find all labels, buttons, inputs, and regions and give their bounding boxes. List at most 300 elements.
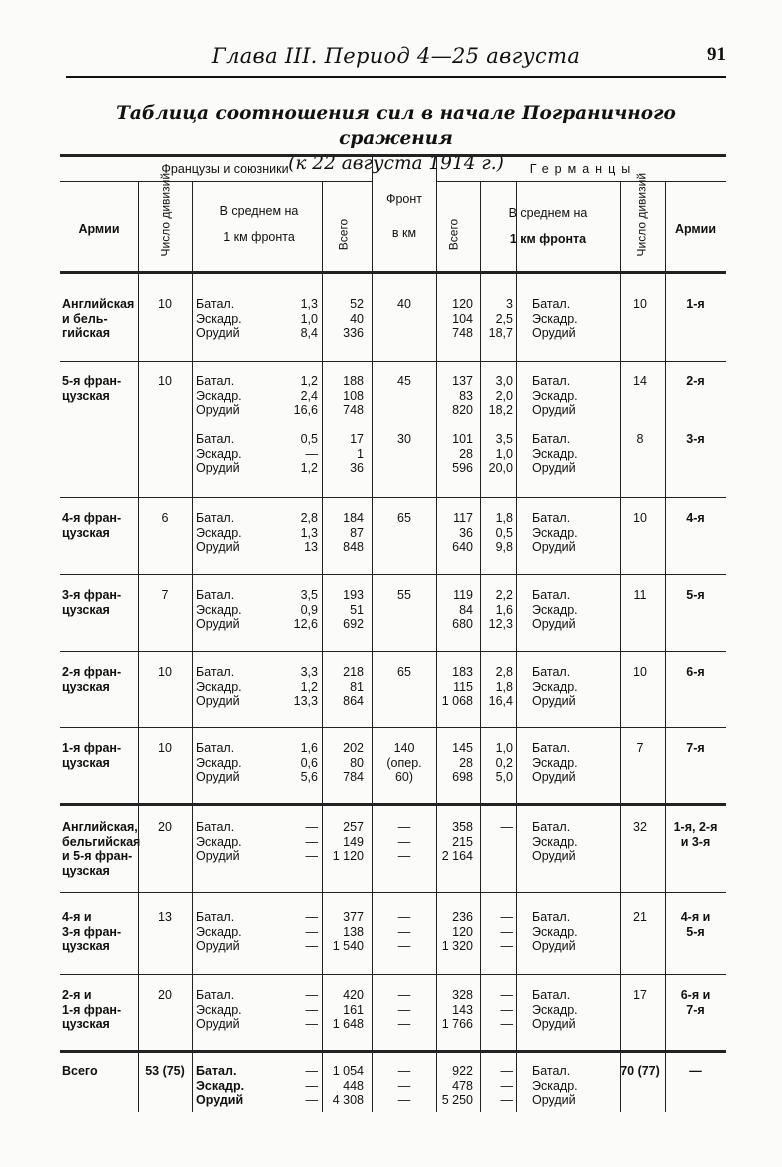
fr-army-name-line: бельгийская — [62, 834, 141, 849]
fr-total-line: 80 — [350, 755, 364, 770]
fr-avg-per-km-line: — — [305, 1002, 318, 1017]
fr-avg-per-km — [276, 988, 318, 1032]
fr-avg-per-km-line: — — [305, 910, 318, 924]
fr-unit-labels-line: Эскадр. — [196, 388, 242, 403]
de-unit-labels-line: Орудий — [532, 694, 576, 708]
fr-divisions: 53 (75) — [145, 1064, 185, 1078]
de-per-km-header-2: 1 км фронта — [509, 232, 587, 246]
forces-table — [60, 154, 726, 1112]
column-rule — [665, 181, 666, 1112]
fr-unit-labels-line: Батал. — [196, 910, 235, 924]
de-total-line: 1 766 — [441, 1017, 473, 1031]
fr-unit-labels — [196, 820, 276, 864]
fr-army-name — [60, 511, 140, 540]
de-total — [433, 511, 473, 555]
fr-unit-labels-line: Эскадр. — [196, 602, 242, 617]
fr-unit-labels-line: Эскадр. — [196, 1078, 245, 1093]
front-km-line: — — [397, 1093, 411, 1107]
de-total-line: 83 — [459, 388, 473, 403]
front-km — [372, 297, 436, 312]
fr-unit-labels-line: Эскадр. — [196, 311, 242, 326]
de-unit-labels-line: Батал. — [532, 820, 571, 834]
de-avg-per-km-line: 1,8 — [495, 679, 513, 694]
de-avg-per-km-line: 5,0 — [495, 770, 513, 784]
de-total-line: 640 — [452, 540, 473, 554]
de-army-name — [665, 588, 726, 603]
running-head — [66, 40, 726, 78]
front-km — [372, 741, 436, 785]
fr-total-line: 748 — [343, 403, 364, 417]
de-total — [433, 910, 473, 954]
de-total-line: 117 — [453, 511, 473, 525]
fr-avg-per-km-line: 3,5 — [300, 588, 318, 602]
de-total-line: 5 250 — [441, 1093, 473, 1107]
fr-army-name-line: и бель- — [62, 311, 108, 326]
de-avg-per-km-line: 2,8 — [495, 665, 513, 679]
fr-unit-labels — [196, 297, 276, 341]
fr-total-line: 81 — [350, 679, 364, 694]
column-rule — [480, 181, 481, 1112]
fr-unit-labels-line: Орудий — [196, 540, 240, 554]
de-total-line: 137 — [452, 374, 473, 388]
fr-army-name-line: цузская — [62, 1017, 110, 1031]
de-unit-labels-line: Батал. — [532, 374, 571, 388]
fr-divisions: 10 — [158, 374, 172, 388]
fr-army-name — [60, 910, 140, 954]
de-army-name-line: и 3-я — [680, 834, 711, 849]
column-rule — [192, 181, 193, 1112]
front-km-line: 55 — [397, 588, 411, 602]
table-title-line2: (к 22 августа 1914 г.) — [288, 153, 504, 174]
de-total — [433, 297, 473, 341]
fr-avg-per-km-line: — — [305, 446, 318, 461]
de-army-name-line: 7-я — [686, 741, 705, 755]
de-avg-per-km-line: — — [500, 924, 513, 939]
de-unit-labels-line: Батал. — [532, 741, 571, 755]
fr-unit-labels-line: Батал. — [196, 374, 235, 388]
de-avg-per-km — [473, 741, 513, 785]
row-rule — [60, 361, 726, 362]
de-divisions: 8 — [636, 432, 644, 446]
de-avg-per-km — [473, 374, 513, 418]
de-avg-per-km-line: 2,0 — [495, 388, 513, 403]
fr-army-name-line: цузская — [62, 602, 110, 617]
header-bottom-rule — [60, 271, 726, 274]
de-divisions: 11 — [633, 588, 647, 602]
front-km-line: 65 — [397, 665, 411, 679]
de-avg-per-km-line: — — [500, 1078, 513, 1093]
de-avg-per-km-line: — — [500, 939, 513, 953]
fr-avg-per-km-line: 16,6 — [293, 403, 318, 417]
de-avg-per-km-line: — — [500, 1017, 513, 1031]
de-total-line: 104 — [452, 311, 473, 326]
de-avg-per-km-line: 1,8 — [495, 511, 513, 525]
fr-avg-per-km — [276, 1064, 318, 1108]
fr-unit-labels-line: Орудий — [196, 461, 240, 475]
front-km-line: — — [397, 1064, 411, 1078]
de-total-line: 115 — [453, 679, 473, 694]
de-avg-per-km-line: 20,0 — [488, 461, 513, 475]
column-rule — [516, 181, 517, 1112]
de-army-name-line: 6-я — [686, 665, 705, 679]
de-avg-per-km-line: 3,0 — [495, 374, 513, 388]
fr-total-line: 848 — [343, 540, 364, 554]
de-unit-labels-line: Эскадр. — [532, 1078, 578, 1093]
de-total-line: 236 — [452, 910, 473, 924]
fr-divisions: 10 — [158, 741, 172, 755]
de-army-name — [665, 511, 726, 526]
de-divisions: 10 — [633, 665, 647, 679]
de-divisions: 7 — [636, 741, 644, 755]
fr-total — [322, 988, 364, 1032]
fr-total-line: 692 — [343, 617, 364, 631]
fr-unit-labels — [196, 988, 276, 1032]
column-rule — [138, 181, 139, 1112]
fr-avg-per-km — [276, 910, 318, 954]
de-unit-labels-line: Батал. — [532, 432, 571, 446]
de-divisions: 32 — [633, 820, 647, 834]
row-rule — [60, 651, 726, 652]
de-divisions: 70 (77) — [620, 1064, 660, 1078]
de-unit-labels-line: Эскадр. — [532, 602, 578, 617]
fr-total-line: 1 — [357, 446, 364, 461]
fr-total-line: 1 648 — [332, 1017, 364, 1031]
fr-total-line: 784 — [343, 770, 364, 784]
de-unit-labels-line: Батал. — [532, 297, 571, 311]
fr-army-name-line: 4-я фран- — [62, 511, 122, 525]
fr-army-name-line: Всего — [62, 1064, 98, 1078]
fr-total-line: 36 — [350, 461, 364, 475]
fr-avg-per-km-line: 13 — [304, 540, 318, 554]
de-avg-per-km-line: 1,0 — [495, 446, 513, 461]
fr-army-name-line: цузская — [62, 388, 110, 403]
fr-total-line: 149 — [343, 834, 364, 849]
fr-avg-per-km-line: 1,2 — [300, 679, 318, 694]
de-total-line: 183 — [452, 665, 473, 679]
de-total-line: 28 — [459, 755, 473, 770]
fr-unit-labels — [196, 665, 276, 709]
front-km-line: — — [397, 924, 411, 939]
de-divisions: 17 — [633, 988, 647, 1002]
de-avg-per-km-line: 1,6 — [495, 602, 513, 617]
front-km-line: — — [397, 1078, 411, 1093]
de-unit-labels-line: Орудий — [532, 770, 576, 784]
de-unit-labels — [532, 511, 612, 555]
page-number: 91 — [707, 44, 726, 65]
de-per-km-header-1: В среднем на — [508, 206, 588, 220]
de-divisions: 10 — [633, 297, 647, 311]
fr-total-line: 17 — [350, 432, 364, 446]
fr-unit-labels — [196, 1064, 276, 1108]
fr-avg-per-km-line: — — [305, 1078, 318, 1093]
fr-avg-per-km — [276, 432, 318, 476]
front-km-line: — — [397, 939, 411, 953]
fr-total-line: 1 054 — [332, 1064, 364, 1078]
fr-per-km-header-2: 1 км фронта — [223, 230, 295, 244]
fr-unit-labels-line: Эскадр. — [196, 924, 242, 939]
fr-army-name-line: и 5-я фран- — [62, 849, 133, 863]
de-avg-per-km-line: 18,7 — [488, 326, 513, 340]
fr-avg-per-km-line: 1,0 — [300, 311, 318, 326]
fr-total-line: 138 — [343, 924, 364, 939]
de-avg-per-km-line: — — [500, 910, 513, 924]
fr-unit-labels-line: Эскадр. — [196, 679, 242, 694]
fr-unit-labels-line: Орудий — [196, 849, 240, 863]
de-unit-labels-line: Орудий — [532, 617, 576, 631]
fr-avg-per-km-line: 5,6 — [300, 770, 318, 784]
front-km-line: 140 — [393, 741, 415, 755]
de-unit-labels-line: Батал. — [532, 665, 571, 679]
front-km-line: — — [397, 820, 411, 834]
fr-army-name-line: Английская — [62, 297, 135, 311]
de-unit-labels-line: Орудий — [532, 326, 576, 340]
front-km-line: — — [397, 1017, 411, 1031]
de-unit-labels — [532, 588, 612, 632]
de-unit-labels-line: Орудий — [532, 540, 576, 554]
fr-avg-per-km-line: 8,4 — [300, 326, 318, 340]
fr-army-name — [60, 988, 140, 1032]
fr-unit-labels-line: Орудий — [196, 939, 240, 953]
fr-unit-labels-line: Батал. — [196, 988, 235, 1002]
fr-total — [322, 511, 364, 555]
de-avg-per-km — [473, 1064, 513, 1108]
fr-avg-per-km — [276, 820, 318, 864]
de-avg-per-km-line: 0,5 — [495, 525, 513, 540]
front-km — [372, 665, 436, 680]
french-group-header: Французы и союзники — [161, 162, 289, 176]
fr-total — [322, 432, 364, 476]
de-unit-labels-line: Орудий — [532, 461, 576, 475]
fr-total-line: 336 — [343, 326, 364, 340]
fr-total-line: 87 — [350, 525, 364, 540]
fr-avg-per-km-line: 2,8 — [300, 511, 318, 525]
fr-total — [322, 820, 364, 864]
de-avg-per-km — [473, 910, 513, 954]
fr-total-header: Всего — [336, 218, 351, 251]
fr-avg-per-km-line: 0,9 — [300, 602, 318, 617]
de-total-line: 143 — [452, 1002, 473, 1017]
de-avg-per-km — [473, 820, 513, 864]
fr-army-name — [60, 1064, 140, 1079]
fr-avg-per-km-line: 2,4 — [300, 388, 318, 403]
fr-unit-labels-line: Эскадр. — [196, 755, 242, 770]
fr-total-line: 52 — [350, 297, 364, 311]
de-avg-per-km — [473, 432, 513, 476]
fr-army-name-line: цузская — [62, 863, 110, 878]
fr-total — [322, 1064, 364, 1108]
fr-avg-per-km-line: 0,6 — [300, 755, 318, 770]
row-rule — [60, 727, 726, 728]
de-unit-labels-line: Батал. — [532, 588, 571, 602]
row-rule — [60, 803, 726, 806]
de-total — [433, 432, 473, 476]
fr-avg-per-km — [276, 511, 318, 555]
fr-unit-labels-line: Орудий — [196, 1093, 244, 1107]
de-unit-labels-line: Эскадр. — [532, 446, 578, 461]
de-unit-labels — [532, 665, 612, 709]
de-avg-per-km-line: 18,2 — [488, 403, 513, 417]
front-km-line: 45 — [397, 374, 411, 388]
fr-avg-per-km-line: — — [305, 988, 318, 1002]
de-total-line: 698 — [452, 770, 473, 784]
fr-avg-per-km-line: — — [305, 1064, 318, 1078]
de-unit-labels-line: Батал. — [532, 988, 571, 1002]
column-rule — [372, 154, 373, 1112]
fr-army-name-line: цузская — [62, 939, 110, 953]
fr-army-name-line: гийская — [62, 326, 111, 340]
de-unit-labels-line: Орудий — [532, 403, 576, 417]
front-km — [372, 820, 436, 864]
fr-avg-per-km — [276, 588, 318, 632]
de-army-name — [665, 665, 726, 680]
de-avg-per-km-line: 2,2 — [495, 588, 513, 602]
fr-total-line: 864 — [343, 694, 364, 708]
fr-divisions: 20 — [158, 988, 172, 1002]
de-army-name — [665, 1064, 726, 1079]
fr-army-name-line: 1-я фран- — [62, 741, 122, 755]
front-km — [372, 910, 436, 954]
de-avg-per-km-line: — — [500, 1002, 513, 1017]
fr-avg-per-km-line: 1,2 — [300, 461, 318, 475]
de-unit-labels — [532, 432, 612, 476]
de-army-name — [665, 741, 726, 756]
de-total-line: 28 — [459, 446, 473, 461]
fr-total — [322, 665, 364, 709]
de-avg-per-km-line — [473, 849, 513, 864]
fr-avg-per-km-line: 3,3 — [300, 665, 318, 679]
fr-unit-labels-line: Батал. — [196, 297, 235, 311]
front-km — [372, 511, 436, 526]
fr-unit-labels-line: Орудий — [196, 326, 240, 340]
fr-total-line: 1 120 — [332, 849, 364, 863]
fr-army-name-line: 3-я фран- — [62, 588, 122, 602]
fr-unit-labels-line: Орудий — [196, 1017, 240, 1031]
de-unit-labels — [532, 297, 612, 341]
front-km — [372, 988, 436, 1032]
de-total-line: 358 — [452, 820, 473, 834]
de-army-name-line: 7-я — [686, 1002, 705, 1017]
de-avg-per-km-line: — — [500, 820, 513, 834]
de-total-header: Всего — [446, 218, 461, 251]
de-total-line: 36 — [459, 525, 473, 540]
fr-avg-per-km-line: — — [305, 849, 318, 863]
fr-army-name-line: цузская — [62, 679, 110, 694]
de-army-name-line: 5-я — [686, 588, 705, 602]
fr-avg-per-km-line: 1,6 — [300, 741, 318, 755]
de-army-name-line: 4-я — [686, 511, 705, 525]
de-total-line: 1 320 — [441, 939, 473, 953]
de-avg-per-km — [473, 297, 513, 341]
fr-army-name-line: 3-я фран- — [62, 924, 122, 939]
de-total — [433, 820, 473, 864]
de-army-name — [665, 820, 726, 849]
de-unit-labels — [532, 374, 612, 418]
fr-avg-per-km-line: 12,6 — [293, 617, 318, 631]
fr-avg-per-km — [276, 665, 318, 709]
de-army-name — [665, 910, 726, 939]
front-header-1: Фронт — [385, 192, 423, 206]
fr-army-name-line: 2-я и — [62, 988, 92, 1002]
de-unit-labels-line: Орудий — [532, 939, 576, 953]
fr-avg-per-km-line: — — [305, 1093, 318, 1107]
fr-unit-labels-line: Орудий — [196, 770, 240, 784]
de-army-name-line: 1-я — [686, 297, 705, 311]
de-total-line: 120 — [452, 924, 473, 939]
fr-divisions: 20 — [158, 820, 172, 834]
de-total-line: 680 — [452, 617, 473, 631]
de-unit-labels-line: Орудий — [532, 1017, 576, 1031]
de-unit-labels-line: Эскадр. — [532, 924, 578, 939]
row-rule — [60, 974, 726, 975]
fr-unit-labels — [196, 432, 276, 476]
de-total-line: 922 — [452, 1064, 473, 1078]
fr-unit-labels — [196, 910, 276, 954]
fr-unit-labels-line: Эскадр. — [196, 1002, 242, 1017]
de-total-line: 748 — [452, 326, 473, 340]
front-km — [372, 588, 436, 603]
de-army-name-line: 2-я — [686, 374, 705, 388]
fr-unit-labels-line: Эскадр. — [196, 446, 242, 461]
fr-total-line: 188 — [343, 374, 364, 388]
fr-total-line: 4 308 — [332, 1093, 364, 1107]
de-unit-labels-line: Орудий — [532, 1093, 576, 1107]
fr-army-name-line: цузская — [62, 525, 110, 540]
de-total-line: 2 164 — [441, 849, 473, 863]
de-unit-labels-line: Эскадр. — [532, 525, 578, 540]
de-divisions-header: Число дивизий — [634, 172, 649, 257]
fr-total — [322, 910, 364, 954]
fr-total-line: 108 — [343, 388, 364, 403]
fr-army-name — [60, 374, 140, 403]
fr-unit-labels-line: Батал. — [196, 432, 235, 446]
de-army-name — [665, 374, 726, 389]
front-km — [372, 374, 436, 389]
de-avg-per-km — [473, 665, 513, 709]
de-unit-labels-line: Эскадр. — [532, 1002, 578, 1017]
front-km-line: — — [397, 1002, 411, 1017]
fr-total-line: 202 — [343, 741, 364, 755]
fr-army-name — [60, 820, 140, 878]
de-unit-labels — [532, 741, 612, 785]
de-army-name-line: 6-я и — [680, 988, 711, 1002]
fr-army-name-line: 2-я фран- — [62, 665, 122, 679]
fr-avg-per-km-line: 1,3 — [300, 525, 318, 540]
de-avg-per-km-line: 2,5 — [495, 311, 513, 326]
fr-unit-labels-line: Орудий — [196, 403, 240, 417]
fr-total — [322, 588, 364, 632]
fr-total-line: 193 — [343, 588, 364, 602]
fr-army-name-line: 1-я фран- — [62, 1002, 122, 1017]
fr-unit-labels-line: Орудий — [196, 617, 240, 631]
fr-divisions: 7 — [161, 588, 169, 602]
front-km-line: — — [397, 834, 411, 849]
fr-total-line: 184 — [343, 511, 364, 525]
fr-total-line: 377 — [343, 910, 364, 924]
de-unit-labels-line: Батал. — [532, 910, 571, 924]
de-total-line: 596 — [452, 461, 473, 475]
fr-avg-per-km — [276, 297, 318, 341]
fr-avg-per-km-line: — — [305, 834, 318, 849]
de-unit-labels — [532, 910, 612, 954]
table-top-rule — [60, 154, 726, 157]
fr-army-name-line: 4-я и — [62, 910, 92, 924]
fr-army-name-line: 5-я фран- — [62, 374, 122, 388]
fr-unit-labels-line: Батал. — [196, 665, 235, 679]
fr-avg-per-km-line: 1,3 — [300, 297, 318, 311]
fr-avg-per-km — [276, 374, 318, 418]
de-total — [433, 665, 473, 709]
fr-unit-labels-line: Батал. — [196, 1064, 237, 1078]
